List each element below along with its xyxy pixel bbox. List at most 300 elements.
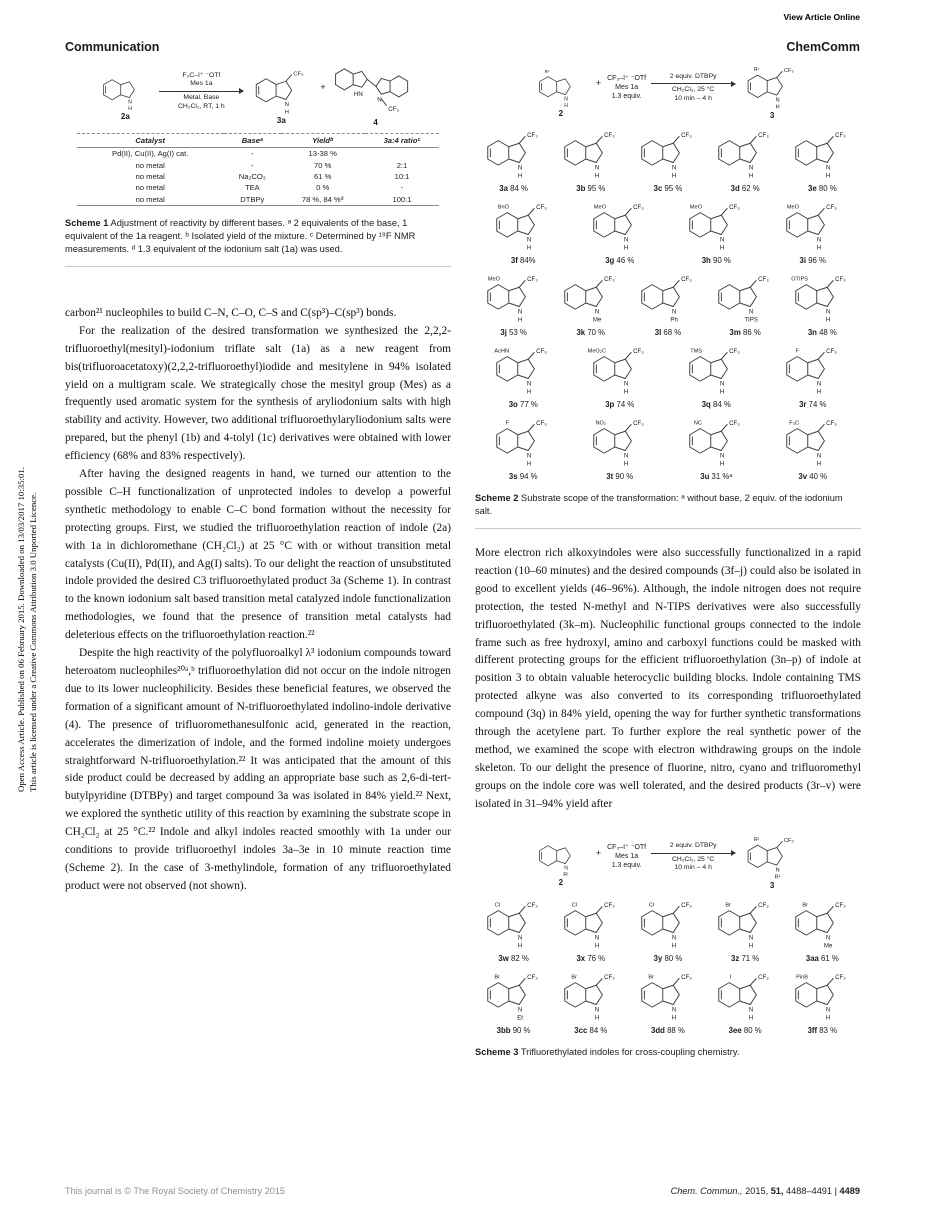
n-substituent-label: H xyxy=(720,244,725,252)
citation-separator: | xyxy=(834,1186,837,1196)
compound-yield: 70 % xyxy=(587,328,606,337)
compound-id: 3z xyxy=(731,953,740,963)
cf3-label: CF₃ xyxy=(526,276,538,284)
indole-cf3-structure xyxy=(740,60,804,111)
n-label: N xyxy=(826,934,831,942)
substrate-label: 2 xyxy=(558,878,564,888)
indole-structure xyxy=(488,196,558,252)
compound-cell xyxy=(785,124,859,193)
substituent-label: MeO xyxy=(690,204,703,211)
cf3-label: CF₃ xyxy=(825,204,837,212)
compound-label xyxy=(776,400,850,409)
citation-journal: Chem. Commun., xyxy=(670,1186,743,1196)
indole-structure xyxy=(479,894,549,950)
substituent-label: Cl xyxy=(494,901,500,908)
compound-label xyxy=(785,328,859,337)
compound-id: 3b xyxy=(576,184,586,193)
reagent-line: CF₃–I⁺ ⁻OTf xyxy=(607,844,647,852)
condition-below-2: 10 min – 4 h xyxy=(674,864,712,872)
scheme3-caption-label: Scheme 3 xyxy=(475,1046,519,1057)
n-substituent-label: H xyxy=(816,388,822,396)
compound-id: 3o xyxy=(508,400,518,409)
ratio-cell: 2:1 xyxy=(396,160,408,170)
substituent-label: Br xyxy=(725,901,732,908)
n-label: N xyxy=(671,164,677,172)
indole-cf3-structure xyxy=(248,63,314,116)
cf3-label: CF₃ xyxy=(603,276,615,284)
compound-id: 3u xyxy=(700,472,710,481)
compound-label xyxy=(679,256,753,265)
compound-cell xyxy=(679,196,753,265)
compound-cell xyxy=(583,196,657,265)
scheme3-caption xyxy=(475,1039,861,1069)
ratio-cell: 10:1 xyxy=(394,171,410,181)
n-label: N xyxy=(517,934,522,942)
n-substituent-label: H xyxy=(564,102,568,109)
n-substituent-label: TIPS xyxy=(744,316,759,324)
compound-label xyxy=(679,400,753,409)
indole-structure xyxy=(681,412,751,468)
compound-cell xyxy=(583,340,657,409)
n-substituent-label: H xyxy=(816,460,822,468)
scheme2-row-3 xyxy=(475,268,861,337)
ratio-cell: 100:1 xyxy=(365,194,440,206)
compound-id: 3e xyxy=(808,184,817,193)
scheme1-reaction xyxy=(65,58,451,131)
n-label: N xyxy=(623,452,629,460)
scheme2-reaction xyxy=(475,58,861,124)
cf3-label: CF₃ xyxy=(758,973,769,981)
body-paragraph: Despite the high reactivity of the polyfluoroalkyl λ³ iodonium compounds toward heteroatom nucleophiles²⁰ᵃ,ᵇ trifluoroethylation did not occur on the indole nitrogen due to its lower nucleophilicity. Besides these beneficial features, we observed the formation of a significant amount of N-trifluoroethylated indolino-indole derivative (4). The presence of trifluoromethanesulfonic acid, generated in the reaction, accelerates the dimerization of indole, and the formed indoline moiety undergoes straightforward N-trifluoroethylation.²² It was anticipated that the amount of this side product could be decreased by adding an appropriate base such as 2,6-di-tert-butylpyridine (DTBPy) and target compound 3a was isolated in 84% yield.²² Next, we explored the synthetic utility of this reaction by examining the substrate scope in CH₂Cl₂ at 25 °C.²² Indole and alkyl indoles reacted smoothly with 1a under our conditions to provide trifluoroethyl indoles 3a–3e in 10 minute reaction time (Scheme 2). In the case of 3-methylindole, formation of any trifluoroethylated product were not observed (not shown). xyxy=(65,647,451,892)
cf3-label: CF₃ xyxy=(681,901,692,909)
compound-yield: 94 % xyxy=(519,472,538,481)
product-label: 3 xyxy=(769,111,775,120)
compound-cell xyxy=(631,894,705,963)
compound-label xyxy=(785,184,859,193)
scheme1-byproduct xyxy=(332,60,420,127)
n-label: N xyxy=(517,1006,522,1014)
condition-above: 2 equiv. DTBPy xyxy=(669,842,717,850)
compound-label xyxy=(708,954,782,963)
compound-yield: 77 % xyxy=(520,400,538,409)
scheme2-row-5 xyxy=(475,412,861,481)
reagent-name: Mes 1a xyxy=(190,80,213,88)
cf3-label: CF₃ xyxy=(835,132,847,140)
substituent-label: R¹ xyxy=(754,67,760,74)
body-paragraph: More electron rich alkoxyindoles were also successfully functionalized in a rapid reaction (10–60 minutes) and the desired compounds (3f–j) could also be isolated in good to excellent yields (46–96%). Although, the indole nitrogen does not require protection, the tested N-methyl and N-TIPS derivatives were also successfully trifluoroethylated (3k–m). Nucleophilic functional groups connected to the indole frame such as free hydroxyl, amino and carboxyl functions could be masked with different protecting groups for the efficient trifluoroethylation (3n–p) of indole at position 3 to obtain valuable heterocyclic building blocks. Indole containing TMS protected alkyne was also converted to its corresponding trifluoroethylated compound (3q) in 84% yield, opening the way for further synthetic transformations through the acetylene part. To further explore the real synthetic power of the method, we examined the scope with electron withdrawing groups on the indole skeleton. To our delight the presence of fluorine, nitro, cyano and trifluoromethyl groups on the indole core was well tolerated, and the desired products (3r–v) were isolated in 31–94% yield after xyxy=(475,547,861,810)
compound-yield: 74 % xyxy=(616,400,635,409)
n-substituent-label: H xyxy=(527,460,532,468)
compound-yield: 76 % xyxy=(587,953,606,963)
compound-yield: 95 % xyxy=(587,184,606,193)
n-substituent-label: Me xyxy=(824,941,833,949)
compound-label xyxy=(477,184,551,193)
scheme3-caption-text: Trifluorethylated indoles for cross-coupling chemistry. xyxy=(520,1046,740,1057)
product-label: 3 xyxy=(769,880,775,890)
compound-id: 3k xyxy=(576,328,586,337)
scheme1-caption xyxy=(65,210,451,267)
n-substituent-label: H xyxy=(826,316,831,324)
n-substituent-label: H xyxy=(749,1013,754,1021)
compound-cell xyxy=(486,412,560,481)
n-substituent-label: H xyxy=(527,244,532,252)
n-label: N xyxy=(749,308,754,316)
cf3-label: CF₃ xyxy=(681,132,692,140)
n-substituent-label: H xyxy=(517,941,522,949)
cf3-label: CF₃ xyxy=(835,276,847,284)
compound-id: 3y xyxy=(653,953,663,963)
compound-label xyxy=(486,256,560,265)
substituent-label: BnO xyxy=(498,204,510,211)
scheme3-substrate xyxy=(532,832,590,887)
indole-structure xyxy=(585,196,655,252)
compound-id: 3bb xyxy=(496,1025,511,1035)
compound-yield: 80 % xyxy=(818,184,837,193)
cf3-label: CF₃ xyxy=(758,276,769,284)
compound-id: 3dd xyxy=(651,1025,665,1035)
n-label: N xyxy=(594,1006,600,1014)
condition-below-1: CH₂Cl₂, 25 °C xyxy=(671,86,715,94)
scheme2-figure xyxy=(475,58,861,529)
reagent-name: Mes 1a xyxy=(615,83,639,91)
compound-id: 3p xyxy=(605,400,615,409)
indole-structure xyxy=(479,966,549,1022)
compound-cell xyxy=(486,196,560,265)
n-label: N xyxy=(623,380,629,388)
indole-structure xyxy=(710,268,780,324)
n-substituent-label: H xyxy=(775,104,780,111)
condition-line-2: CH₂Cl₂, RT, 1 h xyxy=(178,102,225,110)
n-label: N xyxy=(671,1006,677,1014)
compound-yield: 31 %ᵃ xyxy=(711,472,733,481)
compound-cell xyxy=(486,340,560,409)
scheme1-table xyxy=(77,133,440,206)
yield-cell: 0 % xyxy=(316,183,330,193)
scheme2-row-2 xyxy=(475,196,861,265)
compound-yield: 83 % xyxy=(819,1025,838,1035)
compound-id: 3x xyxy=(576,953,586,963)
cf3-label: CF₃ xyxy=(536,348,548,356)
compound-cell xyxy=(631,966,705,1035)
cf3-label: CF₃ xyxy=(681,276,692,284)
n-substituent-label: H xyxy=(623,244,629,252)
compound-yield: 96 % xyxy=(808,256,826,265)
n-label: N xyxy=(720,452,725,460)
catalyst-cell: no metal xyxy=(77,194,224,206)
n-label: N xyxy=(527,236,532,244)
cf3-label: CF₃ xyxy=(825,420,837,428)
license-line-1: Open Access Article. Published on 06 February 2015. Downloaded on 13/03/2017 10:35:01. xyxy=(16,467,26,792)
n-label: N xyxy=(376,96,382,104)
compound-cell xyxy=(477,966,551,1035)
cf3-label: CF₃ xyxy=(758,901,769,909)
reaction-arrow xyxy=(651,853,735,854)
n-label: N xyxy=(671,934,677,942)
scheme1-substrate xyxy=(96,66,154,121)
view-article-online-link[interactable]: View Article Online xyxy=(783,12,860,22)
n-substituent-label: Ph xyxy=(670,316,678,324)
n-substituent-label: H xyxy=(594,172,600,180)
reagent-equivalents: 1.3 equiv. xyxy=(611,92,642,100)
compound-cell xyxy=(785,894,859,963)
indole-cf3-structure xyxy=(740,830,804,881)
compound-label xyxy=(631,1026,705,1035)
n-label: N xyxy=(594,934,600,942)
compound-label xyxy=(554,1026,628,1035)
n-label: N xyxy=(594,308,600,316)
scheme3-figure xyxy=(475,828,861,1069)
reaction-arrow xyxy=(159,91,243,92)
n-label: N xyxy=(720,380,725,388)
substituent-label: NC xyxy=(694,420,703,427)
compound-yield: 74 % xyxy=(808,400,827,409)
body-paragraph: carbon²¹ nucleophiles to build C–N, C–O, C–S and C(sp³)–C(sp³) bonds. xyxy=(65,306,397,319)
scheme1-caption-text: Adjustment of reactivity by different bases. ᵃ 2 equivalents of the base, 1 equivalent of the 1a reagent. ᵇ Isolated yield of the mixture. ᶜ Determined by ¹⁹F NMR measurements. ᵈ 1.3 equivalent of the iodonium salt (1a) was used. xyxy=(65,217,416,254)
compound-label xyxy=(554,328,628,337)
yield-cell: 61 % xyxy=(314,171,332,181)
compound-yield: 40 % xyxy=(809,472,828,481)
compound-cell xyxy=(776,412,850,481)
scheme1-arrow xyxy=(159,72,243,115)
n-substituent-label: H xyxy=(826,1013,831,1021)
reagent-equivalents: 1.3 equiv. xyxy=(611,862,642,870)
cf3-label: CF₃ xyxy=(758,132,769,140)
indole-structure xyxy=(787,894,857,950)
scheme1-product xyxy=(248,63,314,125)
compound-label xyxy=(708,328,782,337)
n-label: N xyxy=(517,308,522,316)
yield-cell: 70 % xyxy=(314,160,332,170)
n-substituent-label: H xyxy=(527,388,532,396)
table-row xyxy=(77,182,440,193)
substituent-label: F xyxy=(795,348,799,355)
yield-cell: 78 %, 84 %ᵈ xyxy=(281,194,365,206)
citation-page-number: 4489 xyxy=(839,1186,860,1196)
compound-id: 3n xyxy=(807,328,817,337)
compound-label xyxy=(477,328,551,337)
cf3-label: CF₃ xyxy=(835,973,847,981)
n-label: N xyxy=(749,934,754,942)
base-cell: - xyxy=(251,149,254,159)
n-substituent-label: R¹ xyxy=(774,874,781,881)
n-substituent-label: H xyxy=(594,941,600,949)
compound-yield: 84% xyxy=(520,256,536,265)
scheme2-row-1 xyxy=(475,124,861,193)
reagent-line: F₃C–I⁺ ⁻OTf xyxy=(182,71,221,79)
indole-structure xyxy=(585,412,655,468)
substituent-label: Br xyxy=(648,973,654,980)
hn-label: HN xyxy=(353,91,363,99)
n-label: N xyxy=(128,99,133,106)
n-label: N xyxy=(816,380,822,388)
cf3-label: CF₃ xyxy=(784,837,794,844)
indole-structure xyxy=(710,124,780,180)
table-row xyxy=(77,159,440,170)
indole-structure xyxy=(787,124,857,180)
n-substituent-label: H xyxy=(816,244,822,252)
substituent-label: MeO xyxy=(487,276,500,283)
substituent-label: Cl xyxy=(648,901,654,908)
substituent-label: PinB xyxy=(796,973,809,980)
nh-label: H xyxy=(285,108,290,115)
compound-yield: 68 % xyxy=(663,328,682,337)
scheme3-reagent xyxy=(607,843,646,876)
indole-structure xyxy=(778,340,848,396)
substituent-label: Br xyxy=(571,973,577,980)
compound-yield: 53 % xyxy=(509,328,527,337)
substituent-label: Br xyxy=(802,901,809,908)
substrate-label: 2a xyxy=(120,112,130,121)
cf3-label: CF₃ xyxy=(526,973,538,981)
catalyst-cell: no metal xyxy=(135,171,165,181)
substituent-label: Br xyxy=(494,973,500,980)
cf3-label: CF₃ xyxy=(632,204,644,212)
condition-below-2: 10 min – 4 h xyxy=(674,94,712,102)
body-paragraph: After having the designed reagents in hand, we turned our attention to the possible C–H functionalization of unprotected indoles to develop a powerful synthetic methodology to enable C–C bond formation without the necessity for protecting groups. First, we studied the trifluoroethylation reaction of indole (2a) with 1a in dichloromethane (CH₂Cl₂) at 25 °C with or without transition metal catalysts (Cu(II), Pd(II), and Ag(I) salts). To our delight the reaction of unsubstituted indole provided the desired C3 trifluoroethylated product 3a (Scheme 1). In contrast to the known iodonium salt based transition metal catalyzed indole functionalization methodologies, we found that the presence of transition metal catalysts had deleterious effects on the trifluoroethylation reaction.²² xyxy=(65,468,451,642)
compound-yield: 82 % xyxy=(510,953,529,963)
compound-yield: 90 % xyxy=(512,1025,531,1035)
compound-yield: 88 % xyxy=(667,1025,685,1035)
compound-cell xyxy=(477,268,551,337)
scheme3-product xyxy=(740,830,804,890)
scheme2-product xyxy=(740,60,804,120)
product-label: 3a xyxy=(276,115,286,125)
n-label: N xyxy=(527,380,532,388)
n-substituent-label: H xyxy=(720,460,725,468)
table-header-cell: Catalyst xyxy=(77,134,224,148)
indole-structure xyxy=(778,412,848,468)
compound-cell xyxy=(554,124,628,193)
substituent-label: R² xyxy=(754,836,760,843)
n-label: N xyxy=(826,164,831,172)
n-label: N xyxy=(517,164,522,172)
condition-below-1: CH₂Cl₂, 25 °C xyxy=(671,855,715,863)
n-label: N xyxy=(564,865,568,872)
n-label: N xyxy=(285,101,290,108)
compound-id: 3r xyxy=(799,400,807,409)
compound-label xyxy=(631,184,705,193)
cf3-label: CF₃ xyxy=(784,67,794,74)
substituent-label: MeO xyxy=(786,204,799,211)
indolino-indole-structure xyxy=(332,60,420,118)
compound-id: 3l xyxy=(654,328,662,337)
cf3-label: CF₃ xyxy=(729,348,741,356)
compound-label xyxy=(554,184,628,193)
substituent-label: F₃C xyxy=(789,420,799,427)
compound-id: 3ee xyxy=(728,1025,742,1035)
compound-id: 3j xyxy=(500,328,507,337)
compound-yield: 80 % xyxy=(664,953,683,963)
n-label: N xyxy=(623,236,629,244)
indole-structure xyxy=(633,894,703,950)
cf3-label: CF₃ xyxy=(603,901,615,909)
n-substituent-label: H xyxy=(826,172,831,180)
scheme2-caption-label: Scheme 2 xyxy=(475,493,519,503)
compound-cell xyxy=(776,340,850,409)
n-substituent-label: H xyxy=(623,460,629,468)
n-label: N xyxy=(775,97,780,104)
compound-cell xyxy=(554,894,628,963)
byproduct-label: 4 xyxy=(373,118,378,127)
substituent-label: MeO₂C xyxy=(587,348,606,355)
compound-yield: 62 % xyxy=(741,184,760,193)
cf3-label: CF₃ xyxy=(835,901,847,909)
compound-cell xyxy=(679,412,753,481)
compound-label xyxy=(785,954,859,963)
base-cell: - xyxy=(251,160,254,170)
citation-pages: 4488–4491 xyxy=(786,1186,833,1196)
cf3-label: CF₃ xyxy=(681,973,692,981)
compound-yield: 84 % xyxy=(510,184,528,193)
n-label: N xyxy=(816,236,822,244)
n-substituent-label: H xyxy=(720,388,725,396)
journal-copyright: This journal is © The Royal Society of Chemistry 2015 xyxy=(65,1186,286,1196)
ratio-cell xyxy=(365,148,440,160)
base-cell: Na₂CO₃ xyxy=(238,171,266,181)
indole-structure xyxy=(479,124,549,180)
n-substituent-label: H xyxy=(749,941,754,949)
table-header-cell: Baseᵃ xyxy=(224,134,281,148)
compound-label xyxy=(631,328,705,337)
n-substituent-label: H xyxy=(517,316,522,324)
compound-cell xyxy=(708,966,782,1035)
table-body xyxy=(77,148,440,206)
compound-label xyxy=(486,472,560,481)
indole-structure xyxy=(633,268,703,324)
compound-yield: 80 % xyxy=(743,1025,762,1035)
compound-label xyxy=(477,954,551,963)
cf3-label: CF₃ xyxy=(526,901,538,909)
catalyst-cell: Pd(II), Cu(II), Ag(I) cat. xyxy=(112,149,189,159)
compound-label xyxy=(583,472,657,481)
base-cell: DTBPy xyxy=(224,194,281,206)
substituent-label: OTIPS xyxy=(791,276,809,283)
substituent-label: AcHN xyxy=(494,348,510,355)
indole-structure xyxy=(710,894,780,950)
compound-label xyxy=(679,472,753,481)
compound-yield: 86 % xyxy=(742,328,761,337)
compound-label xyxy=(708,184,782,193)
compound-label xyxy=(776,256,850,265)
scheme1-caption-label: Scheme 1 xyxy=(65,217,109,228)
n-label: N xyxy=(775,867,780,874)
compound-cell xyxy=(708,894,782,963)
right-column xyxy=(475,58,861,1069)
scheme2-reagent xyxy=(607,74,646,107)
table-header-row xyxy=(77,134,440,148)
compound-cell xyxy=(708,124,782,193)
cf3-label: CF₃ xyxy=(729,420,741,428)
compound-yield: 90 % xyxy=(615,472,634,481)
compound-id: 3q xyxy=(701,400,711,409)
compound-id: 3w xyxy=(498,953,509,963)
compound-label xyxy=(785,1026,859,1035)
n-label: N xyxy=(594,164,600,172)
n-substituent-label: H xyxy=(594,1013,600,1021)
n-label: N xyxy=(816,452,822,460)
compound-cell xyxy=(776,196,850,265)
substituent-label: MeO xyxy=(593,204,606,211)
reagent-name: Mes 1a xyxy=(615,853,639,861)
n-substituent-label: H xyxy=(517,172,522,180)
cf3-label: CF₃ xyxy=(632,348,644,356)
catalyst-cell: no metal xyxy=(135,160,165,170)
citation-volume: 51, xyxy=(770,1186,784,1196)
scheme2-caption xyxy=(475,485,861,529)
compound-yield: 61 % xyxy=(821,953,839,963)
substrate-label: 2 xyxy=(558,108,564,118)
compound-cell xyxy=(583,412,657,481)
